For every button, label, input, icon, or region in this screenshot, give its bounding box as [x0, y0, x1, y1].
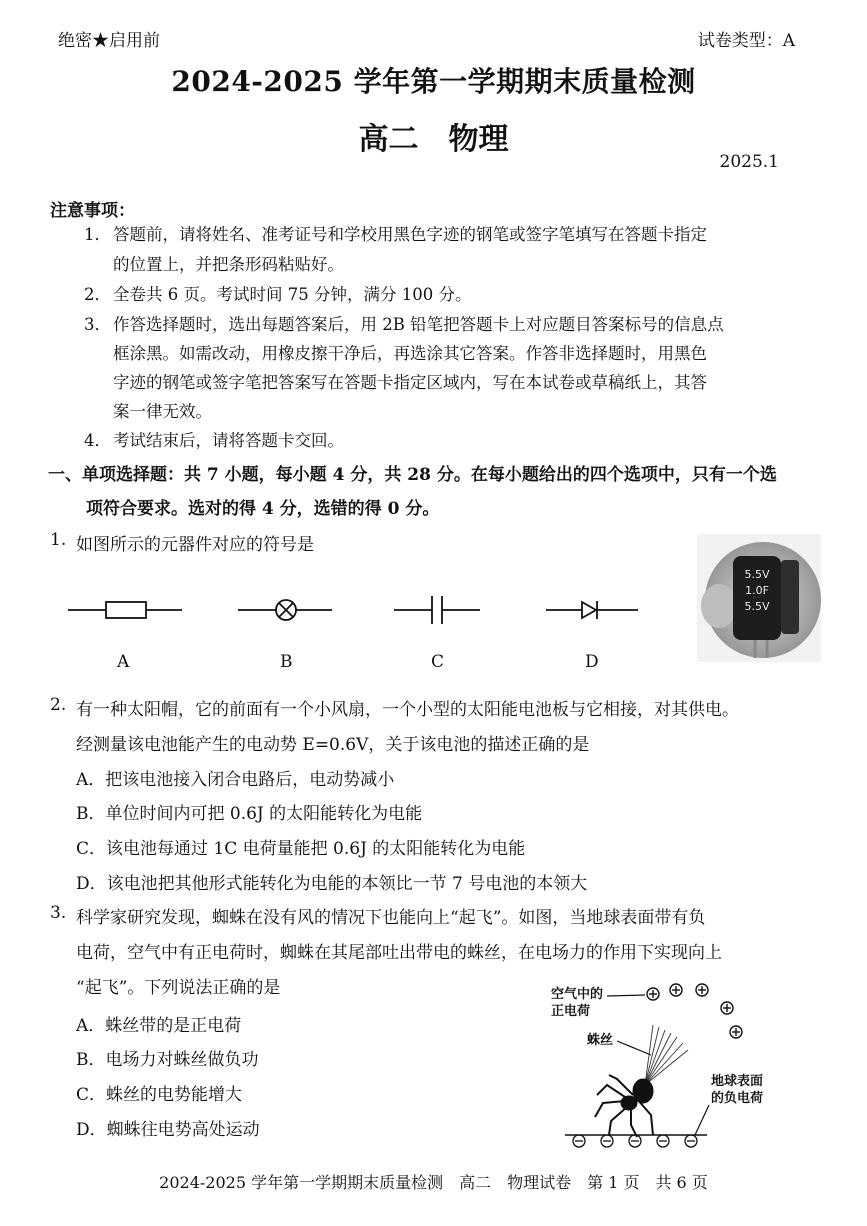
negative-charges	[573, 1135, 697, 1147]
q2-option-c: C．该电池每通过 1C 电荷量能把 0.6J 的太阳能转化为电能	[76, 839, 526, 859]
diode-symbol	[546, 601, 638, 619]
capacitor-symbol	[394, 596, 480, 624]
cap-label-top: 5.5V	[744, 568, 770, 581]
notice-line: 考试结束后，请将答题卡交回。	[113, 431, 344, 450]
q2-line1: 有一种太阳帽，它的前面有一个小风扇，一个小型的太阳能电池板与它相接，对其供电。	[76, 700, 739, 720]
circuit-symbols	[60, 590, 660, 630]
exam-title: 2024-2025 学年第一学期期末质量检测	[171, 65, 696, 98]
q1-number: 1.	[50, 530, 67, 550]
notice-num-3: 3．	[84, 315, 111, 334]
cap-label-mid: 1.0F	[745, 584, 769, 597]
notice-line: 案一律无效。	[113, 402, 212, 421]
q3-option-c: C．蛛丝的电势能增大	[76, 1085, 243, 1105]
silk-label: 蛛丝	[587, 1033, 614, 1048]
q3-line2: 电荷，空气中有正电荷时，蜘蛛在其尾部吐出带电的蛛丝，在电场力的作用下实现向上	[76, 943, 722, 963]
notice-line: 答题前，请将姓名、准考证号和学校用黑色字迹的钢笔或签字笔填写在答题卡指定	[113, 225, 707, 244]
notice-num-1: 1．	[84, 225, 111, 244]
notice-line: 的位置上，并把条形码粘贴好。	[113, 255, 344, 274]
notice-line: 作答选择题时，选出每题答案后，用 2B 铅笔把答题卡上对应题目答案标号的信息点	[113, 315, 724, 334]
lamp-symbol	[238, 600, 332, 620]
header-left: 绝密★启用前	[58, 31, 160, 51]
q2-option-d: D．该电池把其他形式能转化为电能的本领比一节 7 号电池的本领大	[76, 874, 588, 894]
q2-number: 2.	[50, 695, 67, 715]
air-label-1: 空气中的	[551, 987, 604, 1002]
q2-option-a: A．把该电池接入闭合电路后，电动势减小	[76, 770, 395, 790]
option-label-c: C	[431, 652, 445, 672]
notice-line: 字迹的钢笔或签字笔把答案写在答题卡指定区域内，写在本试卷或草稿纸上，其答	[113, 373, 707, 392]
spider-figure	[545, 975, 790, 1155]
air-label-2: 正电荷	[551, 1004, 591, 1019]
q2-option-b: B．单位时间内可把 0.6J 的太阳能转化为电能	[76, 804, 423, 824]
q3-option-a: A．蛛丝带的是正电荷	[76, 1016, 242, 1036]
q2-line2: 经测量该电池能产生的电动势 E=0.6V，关于该电池的描述正确的是	[76, 735, 590, 755]
q3-line3: “起飞”。下列说法正确的是	[76, 978, 281, 998]
exam-date: 2025.1	[719, 152, 779, 172]
spider-silk	[645, 1025, 688, 1085]
notice-line: 框涂黑。如需改动，用橡皮擦干净后，再选涂其它答案。作答非选择题时，用黑色	[113, 344, 707, 363]
capacitor-photo	[697, 534, 821, 662]
notice-heading: 注意事项：	[50, 201, 135, 221]
subject-title: 高二 物理	[358, 122, 509, 157]
earth-label-1: 地球表面	[711, 1074, 764, 1089]
option-label-b: B	[280, 652, 293, 672]
spider	[595, 1075, 653, 1137]
notice-line: 全卷共 6 页。考试时间 75 分钟，满分 100 分。	[113, 285, 472, 304]
cap-label-bottom: 5.5V	[744, 600, 770, 613]
section-heading-line1: 一、单项选择题：共 7 小题，每小题 4 分，共 28 分。在每小题给出的四个选项中，只有一个选	[48, 465, 777, 485]
positive-charges	[647, 984, 742, 1038]
q1-text: 如图所示的元器件对应的符号是	[76, 535, 314, 555]
notice-num-2: 2．	[84, 285, 111, 304]
section-heading-line2: 项符合要求。选对的得 4 分，选错的得 0 分。	[86, 499, 440, 519]
q3-line1: 科学家研究发现，蜘蛛在没有风的情况下也能向上“起飞”。如图，当地球表面带有负	[76, 908, 706, 928]
resistor-symbol	[68, 602, 182, 618]
header-right: 试卷类型：A	[697, 31, 795, 51]
q3-number: 3.	[50, 903, 67, 923]
q3-option-d: D．蜘蛛往电势高处运动	[76, 1120, 260, 1140]
q3-option-b: B．电场力对蛛丝做负功	[76, 1050, 259, 1070]
notice-num-4: 4．	[84, 431, 111, 450]
option-label-a: A	[117, 652, 130, 672]
page-footer: 2024-2025 学年第一学期期末质量检测 高二 物理试卷 第 1 页 共 6 页	[159, 1173, 708, 1192]
earth-label-2: 的负电荷	[711, 1091, 764, 1106]
option-label-d: D	[585, 652, 599, 672]
